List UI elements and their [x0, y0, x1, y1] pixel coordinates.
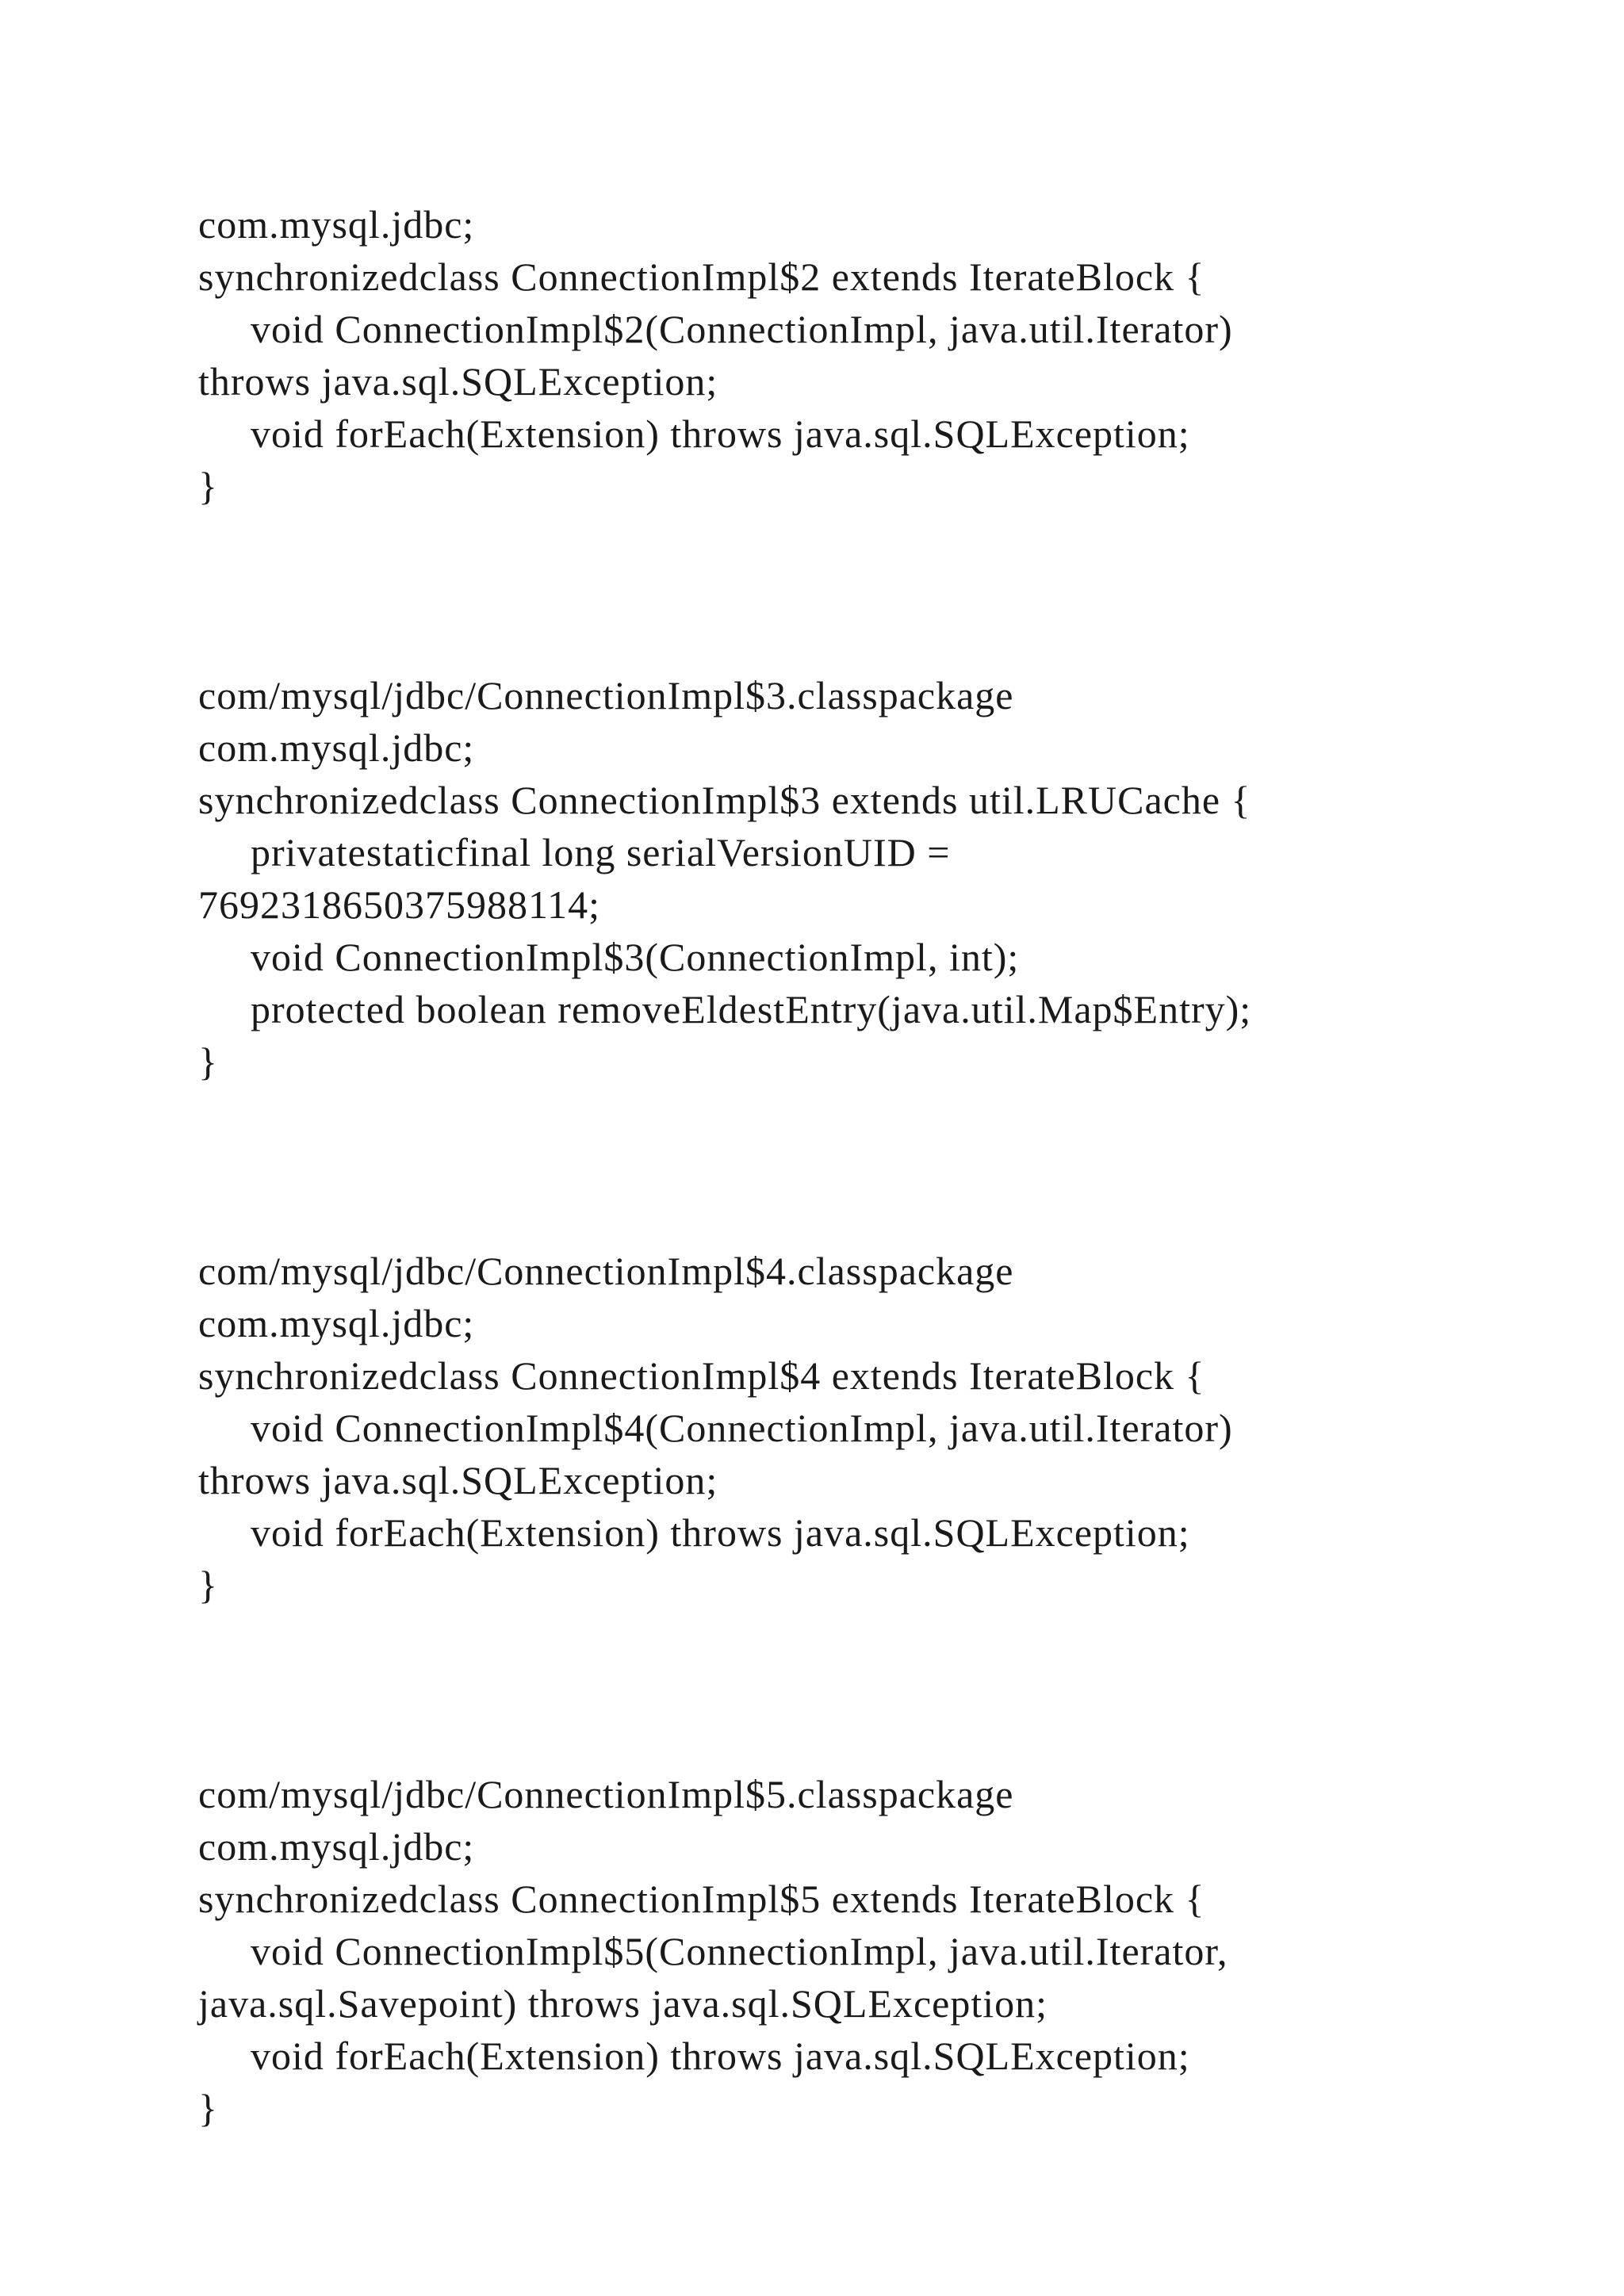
text-line: synchronizedclass ConnectionImpl$4 extends IterateBlock {: [198, 1353, 1205, 1398]
text-line: synchronizedclass ConnectionImpl$2 extends IterateBlock {: [198, 254, 1205, 299]
text-line: com/mysql/jdbc/ConnectionImpl$5.classpackage: [198, 1772, 1014, 1816]
text-line: void ConnectionImpl$2(ConnectionImpl, java.util.Iterator): [251, 307, 1233, 351]
text-line: com.mysql.jdbc;: [198, 725, 475, 770]
text-line: void forEach(Extension) throws java.sql.SQLException;: [251, 1510, 1190, 1555]
text-line: void ConnectionImpl$3(ConnectionImpl, int);: [251, 935, 1020, 979]
text-line: throws java.sql.SQLException;: [198, 359, 718, 404]
text-line: com/mysql/jdbc/ConnectionImpl$4.classpackage: [198, 1249, 1014, 1293]
text-line: throws java.sql.SQLException;: [198, 1458, 718, 1502]
block-spacer: [198, 1088, 1435, 1245]
text-line: protected boolean removeEldestEntry(java.util.Map$Entry);: [251, 987, 1252, 1031]
class-block-connectionimpl-5: [198, 1768, 1435, 2134]
text-line: com.mysql.jdbc;: [198, 202, 475, 247]
text-line: }: [198, 1039, 218, 1084]
text-line: synchronizedclass ConnectionImpl$3 extends util.LRUCache {: [198, 778, 1251, 822]
text-line: synchronizedclass ConnectionImpl$5 extends IterateBlock {: [198, 1877, 1205, 1921]
text-line: privatestaticfinal long serialVersionUID =: [251, 830, 951, 874]
text-line: void ConnectionImpl$4(ConnectionImpl, java.util.Iterator): [251, 1406, 1233, 1450]
class-block-connectionimpl-3: [198, 669, 1435, 1088]
class-block-connectionimpl-2: [198, 198, 1435, 512]
text-line: com.mysql.jdbc;: [198, 1824, 475, 1869]
document-text: [198, 198, 1435, 2134]
text-line: void forEach(Extension) throws java.sql.SQLException;: [251, 2034, 1190, 2078]
block-spacer: [198, 512, 1435, 669]
text-line: com/mysql/jdbc/ConnectionImpl$3.classpackage: [198, 673, 1014, 718]
text-line: com.mysql.jdbc;: [198, 1301, 475, 1345]
text-line: java.sql.Savepoint) throws java.sql.SQLException;: [198, 1981, 1048, 2026]
text-line: void forEach(Extension) throws java.sql.SQLException;: [251, 411, 1190, 456]
text-line: }: [198, 464, 218, 508]
text-line: 7692318650375988114;: [198, 882, 601, 927]
block-spacer: [198, 1611, 1435, 1768]
text-line: }: [198, 1563, 218, 1607]
class-block-connectionimpl-4: [198, 1245, 1435, 1611]
text-line: void ConnectionImpl$5(ConnectionImpl, java.util.Iterator,: [251, 1929, 1228, 1973]
text-line: }: [198, 2086, 218, 2130]
